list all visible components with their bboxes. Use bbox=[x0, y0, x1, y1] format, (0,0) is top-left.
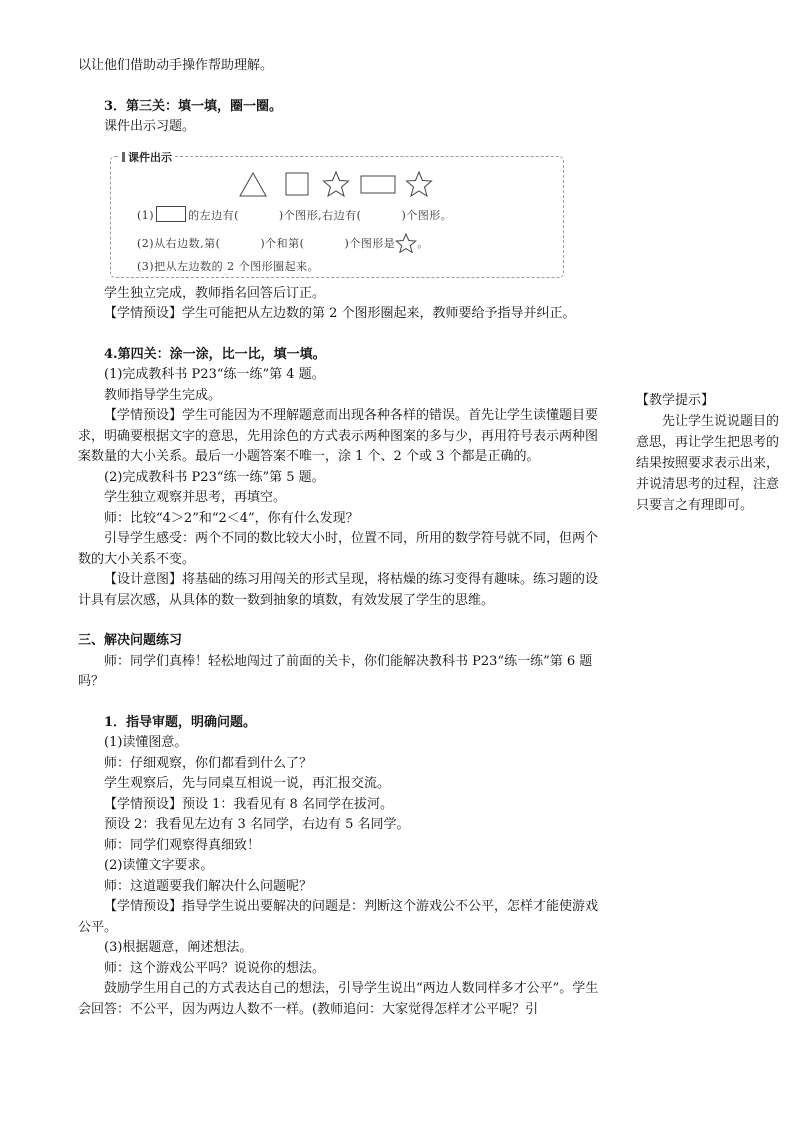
courseware-box bbox=[110, 150, 564, 278]
question-2: (2)从右边数,第( )个和第( )个图形是 。 bbox=[137, 233, 429, 255]
paragraph: 课件出示习题。 bbox=[104, 119, 196, 134]
paragraph: 师：这个游戏公平吗？说说你的想法。 bbox=[104, 960, 326, 976]
paragraph: 师：比较“4＞2”和“2＜4”，你有什么发现？ bbox=[104, 510, 359, 526]
rectangle-icon bbox=[156, 206, 186, 222]
triangle-icon bbox=[239, 171, 267, 197]
problem-1-title: 1．指导审题，明确问题。 bbox=[104, 714, 257, 730]
paragraph: (1)完成教科书 P23“练一练”第 4 题。 bbox=[104, 367, 325, 382]
paragraph: 鼓励学生用自己的方式表达自己的想法，引导学生说出“两边人数同样多才公平”。学生会回答：不公平，因为两边人数不一样。(教师追问：大家觉得怎样才公平呢？引 bbox=[78, 981, 599, 1017]
paragraph: 【学情预设】学生可能把从左边数的第 2 个图形圈起来，教师要给予指导并纠正。 bbox=[104, 306, 576, 321]
sidebar-body: 先让学生说说题目的意思，再让学生把思考的结果按照要求表示出来，并说清思考的过程，注意只要言之有理即可。 bbox=[636, 414, 780, 513]
courseware-label: 课件出示 bbox=[119, 148, 175, 169]
shape-row bbox=[239, 171, 439, 199]
paragraph: 师：仔细观察，你们都看到什么了？ bbox=[104, 755, 313, 771]
paragraph: 学生观察后，先与同桌互相说一说，再汇报交流。 bbox=[104, 776, 391, 791]
paragraph: 师：同学们观察得真细致！ bbox=[104, 837, 261, 853]
question-3: (3)把从左边数的 2 个图形圈起来。 bbox=[137, 259, 320, 273]
square-icon bbox=[284, 171, 310, 197]
intro-line: 以让他们借助动手操作帮助理解。 bbox=[78, 58, 274, 73]
paragraph: 学生独立观察并思考，再填空。 bbox=[104, 490, 287, 505]
star-icon bbox=[322, 171, 350, 197]
paragraph: 学生独立完成，教师指名回答后订正。 bbox=[104, 285, 326, 301]
paragraph: (1)读懂图意。 bbox=[104, 735, 188, 750]
section-3-title: 3．第三关：填一填，圈一圈。 bbox=[104, 98, 283, 114]
paragraph: 【学情预设】指导学生说出要解决的问题是：判断这个游戏公不公平，怎样才能使游戏公平。 bbox=[78, 899, 599, 935]
main-column bbox=[78, 56, 608, 1020]
star-icon bbox=[395, 233, 417, 253]
paragraph: 【设计意图】将基础的练习用闯关的形式呈现，将枯燥的练习变得有趣味。练习题的设计具有层次感，从具体的数一数到抽象的填数，有效发展了学生的思维。 bbox=[78, 572, 599, 608]
rectangle-icon bbox=[359, 171, 397, 197]
star-icon bbox=[405, 171, 433, 197]
paragraph: (2)完成教科书 P23“练一练”第 5 题。 bbox=[104, 469, 325, 485]
paragraph: 【学情预设】学生可能因为不理解题意而出现各种各样的错误。首先让学生读懂题目要求，明确要根据文字的意思，先用涂色的方式表示两种图案的多与少，再用符号表示两种图案数量的大小关系。最后一小题答案不唯一，涂 1 个、2 个或 3 个都是正确的。 bbox=[78, 408, 599, 464]
paragraph: 教师指导学生完成。 bbox=[104, 387, 222, 403]
sidebar-title: 【教学提示】 bbox=[636, 393, 715, 408]
question-1: (1) 的左边有( )个图形,右边有( )个图形。 bbox=[137, 206, 452, 227]
teaching-tip-sidebar bbox=[636, 390, 786, 516]
paragraph: (3)根据题意，阐述想法。 bbox=[104, 940, 253, 955]
section-4-title: 4.第四关：涂一涂，比一比，填一填。 bbox=[104, 346, 326, 362]
paragraph: 师：同学们真棒！轻松地闯过了前面的关卡，你们能解决教科书 P23“练一练”第 6 题吗？ bbox=[78, 653, 593, 689]
paragraph: 预设 2：我看见左边有 3 名同学，右边有 5 名同学。 bbox=[104, 817, 410, 832]
paragraph: (2)读懂文字要求。 bbox=[104, 858, 214, 873]
section-three-heading: 三、解决问题练习 bbox=[78, 633, 183, 648]
paragraph: 引导学生感受：两个不同的数比较大小时，位置不同，所用的数学符号就不同，但两个数的大小关系不变。 bbox=[78, 531, 599, 567]
paragraph: 【学情预设】预设 1：我看见有 8 名同学在拔河。 bbox=[104, 796, 393, 812]
paragraph: 师：这道题要我们解决什么问题呢？ bbox=[104, 878, 313, 894]
